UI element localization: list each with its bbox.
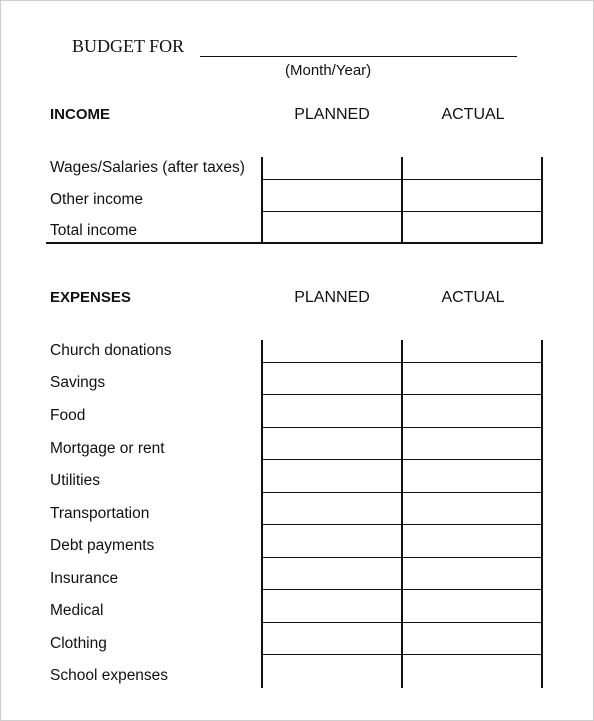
expense-row-label: Savings [50,374,106,391]
expenses-grid-line [262,622,543,623]
expenses-heading: EXPENSES [50,289,131,306]
expense-row-label: Clothing [50,635,107,652]
month-year-caption: (Month/Year) [285,62,372,79]
expense-row-label: School expenses [50,667,169,684]
expenses-grid-line [262,459,543,460]
income-actual-header: ACTUAL [441,106,505,123]
expenses-grid-line [262,362,543,363]
expenses-grid-line [262,654,543,655]
expenses-grid-line [262,427,543,428]
expenses-grid-line [401,340,403,688]
income-row-label: Other income [50,191,144,208]
expenses-grid-line [541,340,543,688]
expense-row-label: Debt payments [50,537,155,554]
expense-row-label: Church donations [50,342,172,359]
income-grid-line [401,157,403,244]
income-row-label: Total income [50,222,138,239]
expense-row-label: Transportation [50,505,150,522]
month-year-blank-line [200,56,517,57]
expenses-grid-line [262,589,543,590]
income-planned-header: PLANNED [294,106,370,123]
expense-row-label: Utilities [50,472,100,489]
income-row-label: Wages/Salaries (after taxes) [50,159,245,176]
income-total-rule [46,242,543,244]
expenses-actual-header: ACTUAL [441,289,505,306]
income-grid-line [262,211,543,212]
expenses-grid-line [262,492,543,493]
expenses-grid-line [262,394,543,395]
income-grid-line [541,157,543,244]
income-grid-line [261,157,263,244]
income-grid-line [262,179,543,180]
expense-row-label: Medical [50,602,104,619]
page-title: BUDGET FOR [72,36,185,56]
expenses-grid-line [262,557,543,558]
expenses-grid-line [261,340,263,688]
expenses-planned-header: PLANNED [294,289,370,306]
expense-row-label: Insurance [50,570,119,587]
expense-row-label: Mortgage or rent [50,440,165,457]
expense-row-label: Food [50,407,86,424]
income-heading: INCOME [50,106,110,123]
expenses-grid-line [262,524,543,525]
